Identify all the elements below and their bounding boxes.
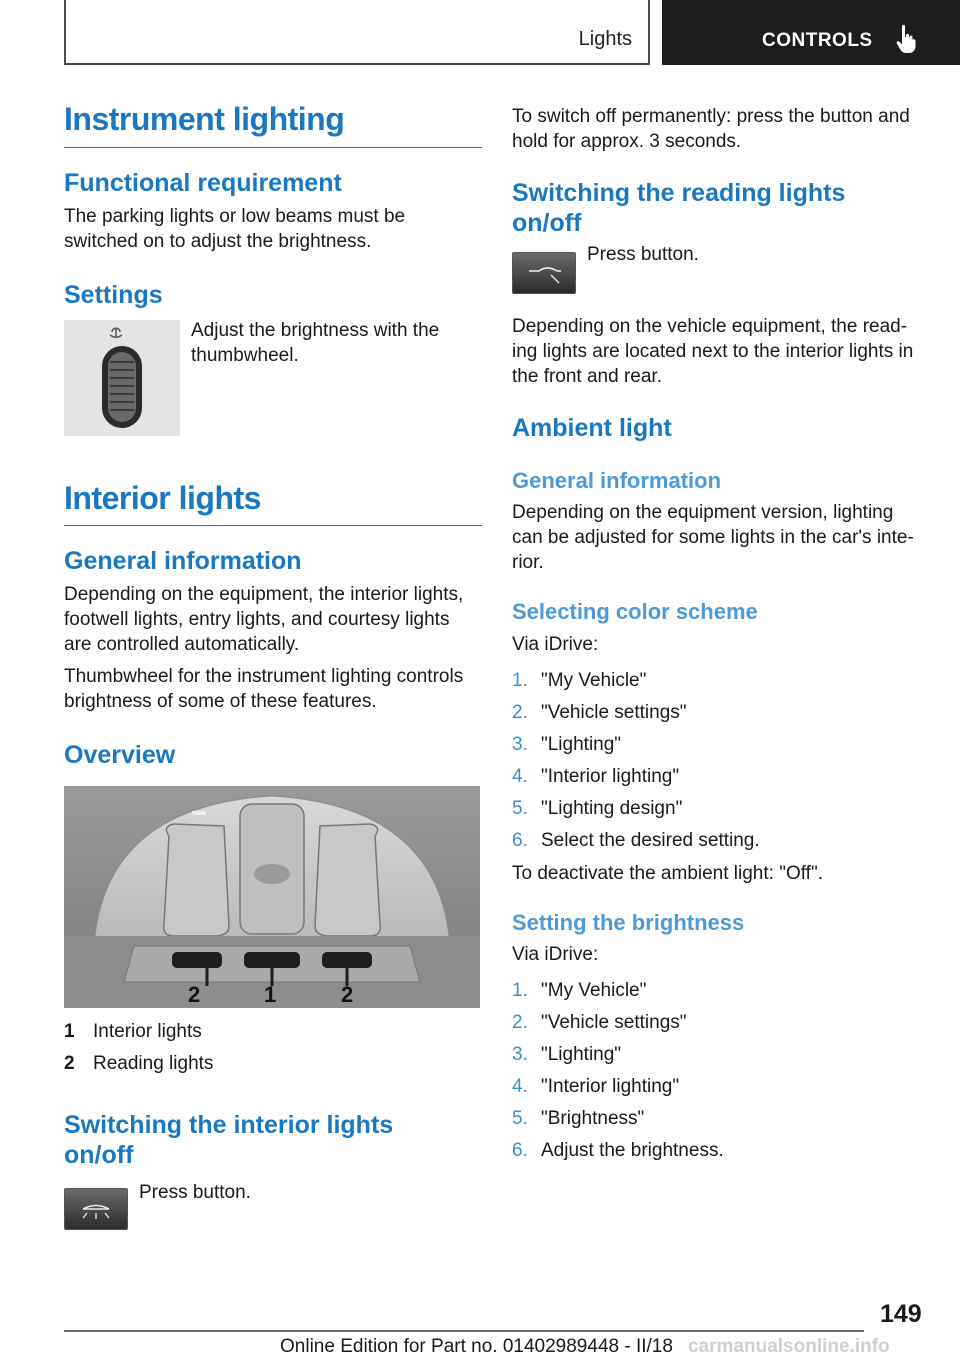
text-switch-off-permanently: To switch off permanently: press the button and hold for approx. 3 seconds.: [512, 106, 910, 152]
text-functional-requirement: The parking lights or low beams must be switched on to adjust the brightness.: [64, 205, 406, 252]
figure-legend: [64, 1016, 482, 1080]
heading-settings: Settings: [64, 280, 163, 309]
heading-switching-interior-lights: Switching the interior lights on/off: [64, 1111, 394, 1170]
step-number: 5.: [512, 1108, 528, 1130]
text-reading-lights-location: Depending on the vehicle equipment, the read-ing lights are located next to the interior lights in the front and rear.: [512, 316, 914, 387]
step-text: "Lighting": [541, 1044, 622, 1066]
thumbwheel-icon: [64, 320, 180, 436]
step-number: 4.: [512, 765, 528, 787]
heading-general-information: General information: [64, 547, 302, 576]
step-text: "My Vehicle": [541, 980, 647, 1002]
brightness-steps: [512, 975, 922, 1167]
heading-ambient-light: Ambient light: [512, 414, 672, 442]
header-section-title: Lights: [578, 28, 632, 50]
step-text: Adjust the brightness.: [541, 1140, 724, 1162]
list-item: [512, 825, 922, 857]
text-via-idrive-color: Via iDrive:: [512, 633, 599, 655]
step-text: Select the desired setting.: [541, 829, 760, 851]
interior-button-block: [64, 1182, 482, 1232]
heading-switching-reading-lights: Switching the reading lights on/off: [512, 179, 846, 237]
footer-divider: [64, 1330, 864, 1332]
figure-label-2-left: 2: [188, 982, 201, 1008]
thumbwheel-figure: [64, 320, 180, 436]
text-press-button-interior: Press button.: [139, 1182, 251, 1204]
reading-button-block: [512, 244, 922, 304]
step-text: "Brightness": [541, 1108, 645, 1130]
reading-light-button-icon: [512, 252, 576, 294]
step-text: "Vehicle settings": [541, 701, 687, 723]
left-column: [64, 95, 482, 1232]
list-item: [512, 1007, 922, 1039]
heading-setting-brightness: Setting the brightness: [512, 909, 745, 935]
step-number: 2.: [512, 701, 528, 723]
text-press-button-reading: Press button.: [587, 244, 699, 265]
legend-text: Reading lights: [93, 1053, 214, 1075]
step-number: 4.: [512, 1076, 528, 1098]
list-item: [512, 1071, 922, 1103]
heading-instrument-lighting: Instrument lighting: [64, 99, 482, 148]
step-number: 6.: [512, 829, 528, 851]
overhead-console-image: [64, 786, 480, 1008]
legend-number: 1: [64, 1021, 75, 1043]
settings-block: [64, 320, 482, 438]
page-number: 149: [880, 1300, 922, 1328]
heading-functional-requirement: Functional requirement: [64, 168, 342, 197]
footer-watermark: carmanualsonline.info: [688, 1336, 890, 1357]
step-text: "My Vehicle": [541, 669, 647, 691]
list-item: [512, 665, 922, 697]
step-number: 3.: [512, 733, 528, 755]
list-item: [512, 1135, 922, 1167]
heading-selecting-color-scheme: Selecting color scheme: [512, 599, 758, 625]
step-text: "Lighting design": [541, 797, 683, 819]
step-text: "Interior lighting": [541, 765, 680, 787]
list-item: [512, 1039, 922, 1071]
legend-number: 2: [64, 1053, 75, 1075]
text-general-information-2: Thumbwheel for the instrument lighting controls brightness of some of these features.: [64, 666, 464, 713]
figure-label-1: 1: [264, 982, 277, 1008]
legend-text: Interior lights: [93, 1021, 202, 1043]
heading-ambient-general-information: General information: [512, 468, 722, 493]
heading-overview: Overview: [64, 741, 176, 770]
legend-item: [64, 1048, 482, 1080]
step-number: 6.: [512, 1140, 528, 1162]
list-item: [512, 975, 922, 1007]
right-column: [512, 104, 922, 1167]
footer-edition: Online Edition for Part no. 01402989448 - II/18: [280, 1336, 673, 1357]
hand-pointer-icon: [896, 24, 916, 54]
step-number: 2.: [512, 1012, 528, 1034]
step-number: 5.: [512, 797, 528, 819]
list-item: [512, 729, 922, 761]
text-deactivate-ambient: To deactivate the ambient light: "Off".: [512, 862, 823, 884]
step-number: 1.: [512, 980, 528, 1002]
figure-label-2-right: 2: [341, 982, 354, 1008]
header-chapter-title: CONTROLS: [762, 30, 873, 51]
color-scheme-steps: [512, 665, 922, 857]
legend-item: [64, 1016, 482, 1048]
step-text: "Lighting": [541, 733, 622, 755]
text-via-idrive-brightness: Via iDrive:: [512, 944, 599, 966]
header-section-box: [64, 0, 650, 65]
heading-interior-lights: Interior lights: [64, 478, 482, 527]
list-item: [512, 793, 922, 825]
text-general-information-1: Depending on the equipment, the interior lights, footwell lights, entry lights, and courtesy lights are controlled automatically.: [64, 584, 464, 656]
interior-light-button-icon: [64, 1188, 128, 1230]
step-text: "Interior lighting": [541, 1076, 680, 1098]
text-ambient-general-information: Depending on the equipment version, lighting can be adjusted for some lights in the car's inte-rior.: [512, 502, 914, 574]
step-number: 1.: [512, 669, 528, 691]
step-number: 3.: [512, 1044, 528, 1066]
header-chapter-box: [662, 0, 960, 65]
step-text: "Vehicle settings": [541, 1012, 687, 1034]
overview-figure: [64, 786, 480, 1008]
text-settings: Adjust the brightness with the thumbwheel.: [191, 319, 440, 366]
list-item: [512, 697, 922, 729]
list-item: [512, 1103, 922, 1135]
list-item: [512, 761, 922, 793]
